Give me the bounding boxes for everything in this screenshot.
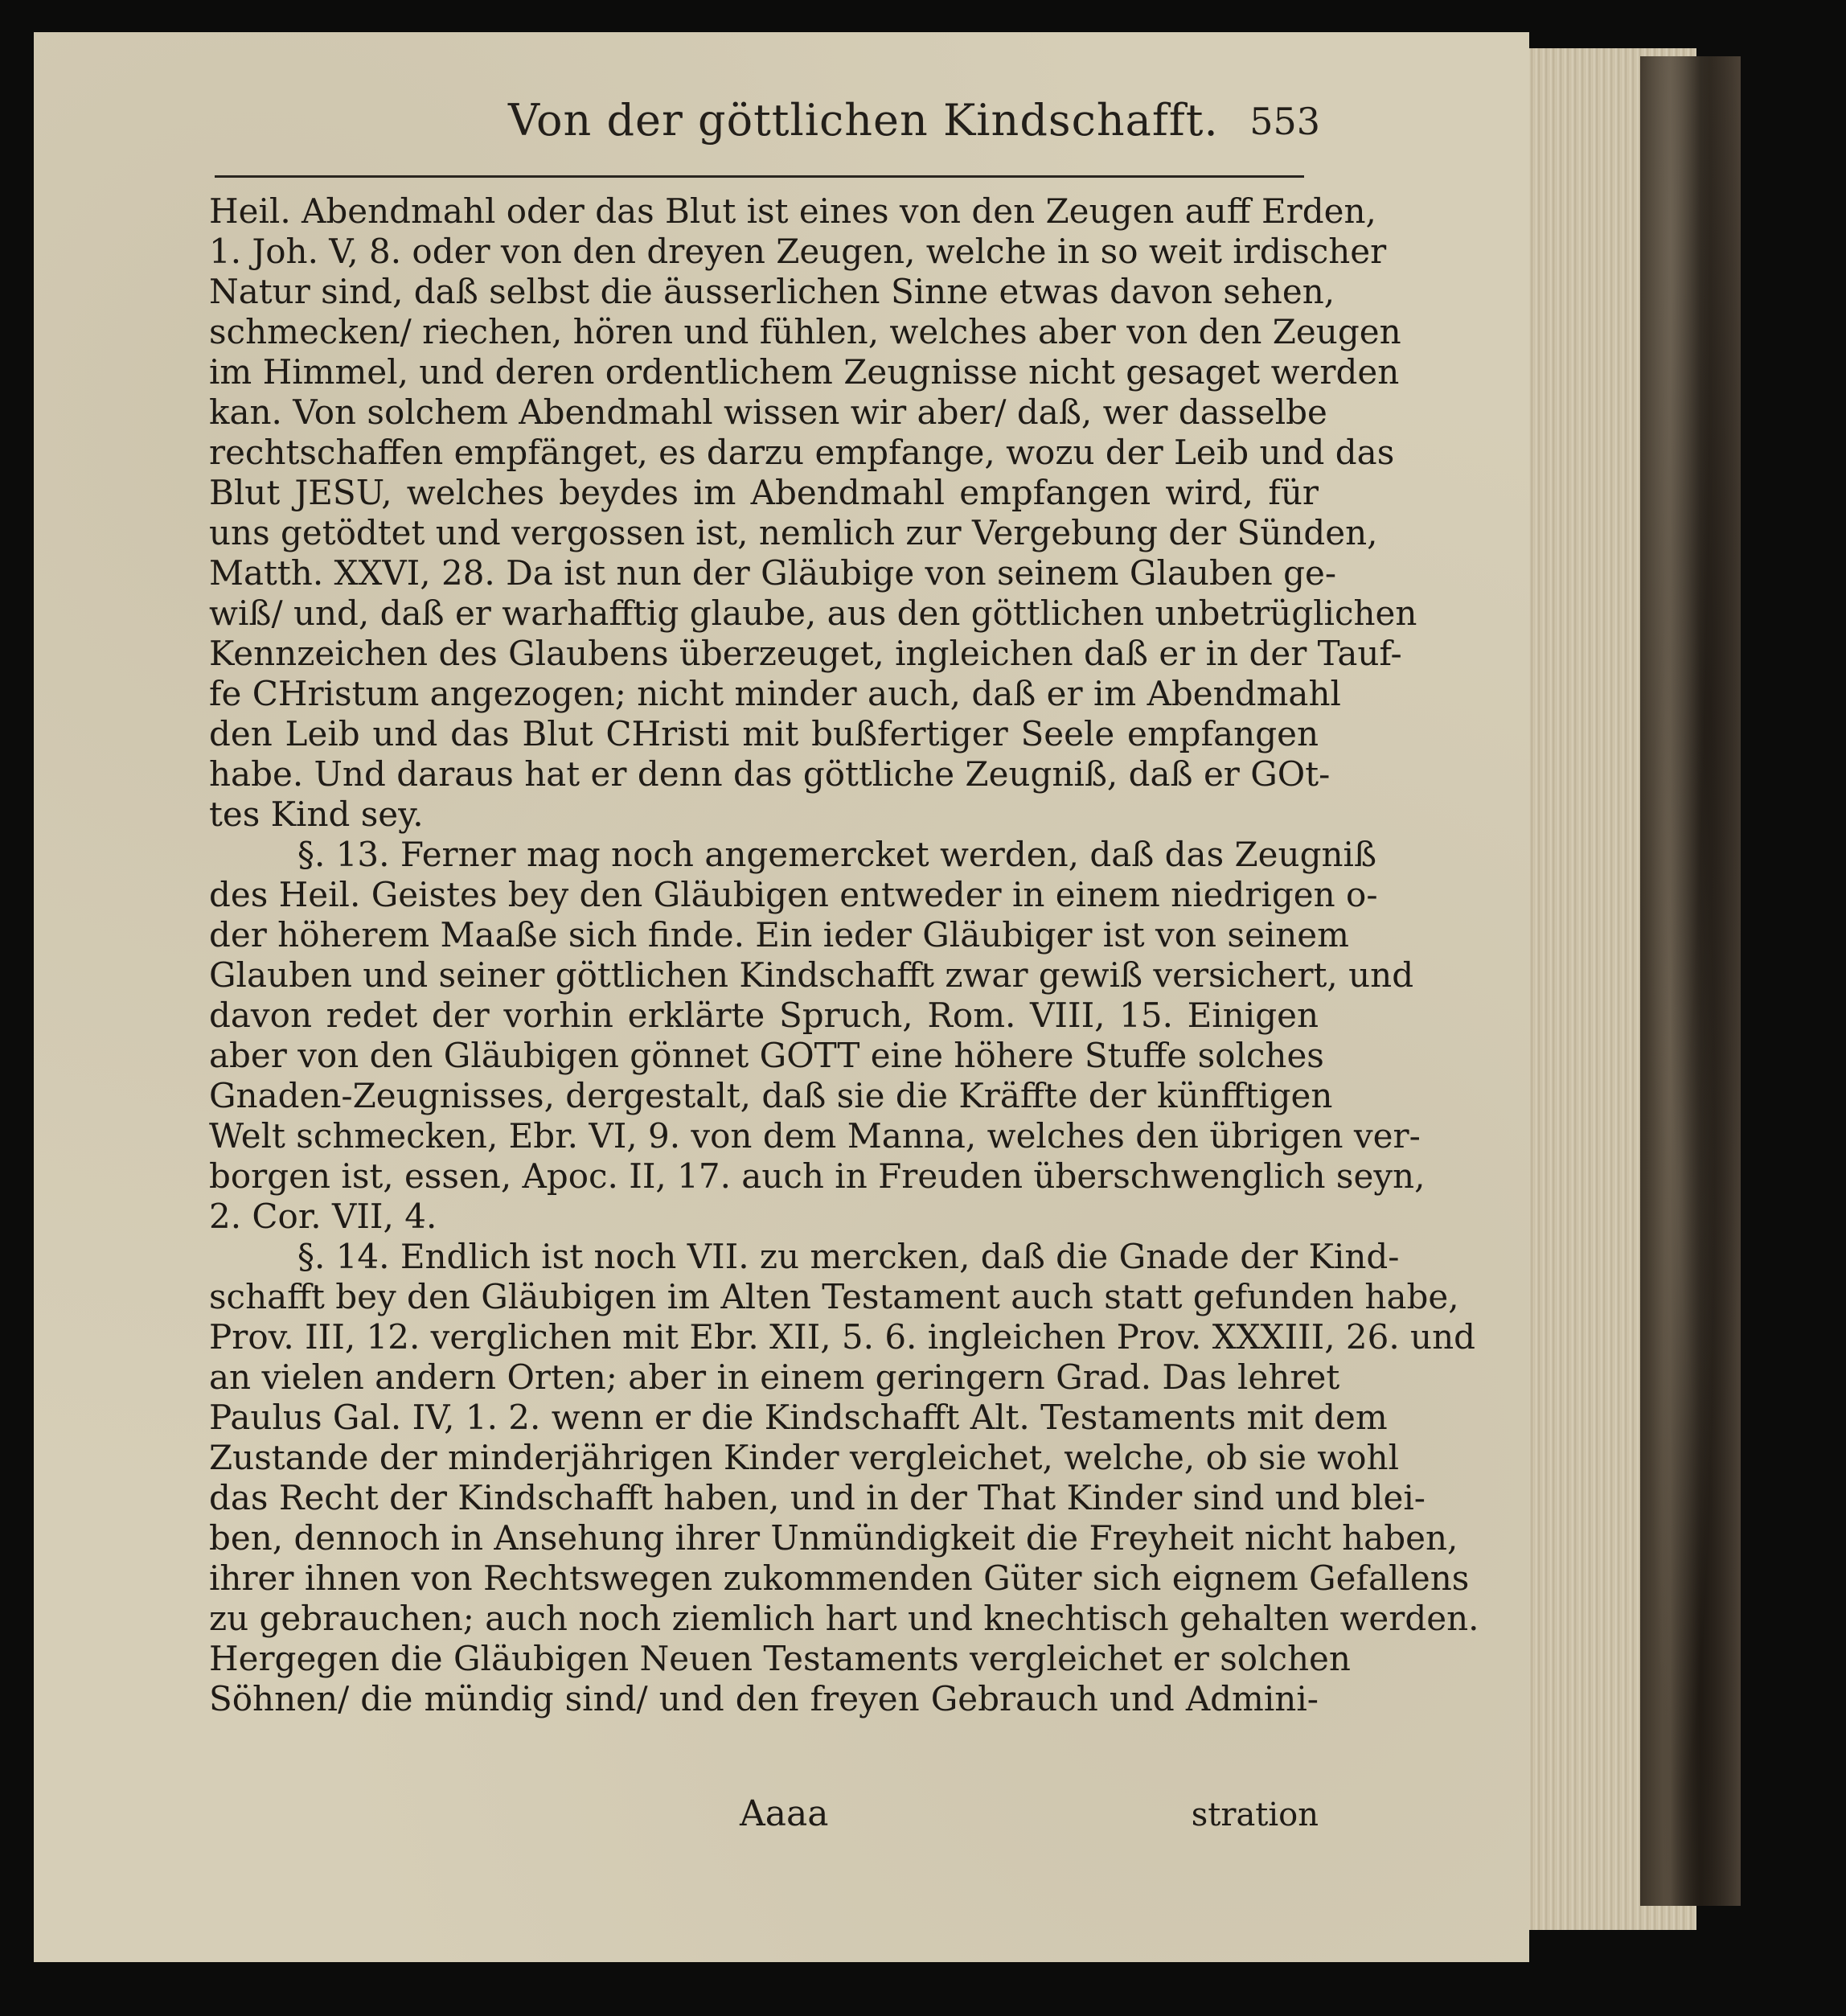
text-line: fe CHristum angezogen; nicht minder auch, daß er im Abendmahl xyxy=(209,674,1341,713)
body-text xyxy=(209,191,1479,1719)
text-line: das Recht der Kindschafft haben, und in der That Kinder sind und blei- xyxy=(209,1478,1426,1517)
text-line: Hergegen die Gläubigen Neuen Testaments vergleichet er solchen xyxy=(209,1639,1351,1678)
text-line: Zustande der minderjährigen Kinder vergleichet, welche, ob sie wohl xyxy=(209,1438,1400,1477)
header-rule xyxy=(215,175,1304,178)
text-line: des Heil. Geistes bey den Gläubigen entweder in einem niedrigen o- xyxy=(209,875,1378,914)
text-line: Söhnen/ die mündig sind/ und den freyen Gebrauch und Admini- xyxy=(209,1679,1319,1718)
text-line: Kennzeichen des Glaubens überzeuget, ingleichen daß er in der Tauf- xyxy=(209,634,1402,673)
text-line: Welt schmecken, Ebr. VI, 9. von dem Manna, welches den übrigen ver- xyxy=(209,1116,1421,1156)
text-line: schafft bey den Gläubigen im Alten Testament auch statt gefunden habe, xyxy=(209,1277,1459,1316)
text-line: 2. Cor. VII, 4. xyxy=(209,1197,437,1236)
text-line: 1. Joh. V, 8. oder von den dreyen Zeugen, welche in so weit irdischer xyxy=(209,232,1387,271)
text-line: Matth. XXVI, 28. Da ist nun der Gläubige von seinem Glauben ge- xyxy=(209,553,1337,593)
text-line: uns getödtet und vergossen ist, nemlich zur Vergebung der Sünden, xyxy=(209,513,1378,552)
text-line: an vielen andern Orten; aber in einem geringern Grad. Das lehret xyxy=(209,1357,1340,1397)
book-cover xyxy=(1640,56,1741,1906)
text-line: Natur sind, daß selbst die äusserlichen Sinne etwas davon sehen, xyxy=(209,272,1335,311)
text-line: Heil. Abendmahl oder das Blut ist eines von den Zeugen auff Erden, xyxy=(209,191,1376,231)
book-page xyxy=(34,32,1529,1962)
text-line: schmecken/ riechen, hören und fühlen, welches aber von den Zeugen xyxy=(209,312,1401,351)
text-line: zu gebrauchen; auch noch ziemlich hart und knechtisch gehalten werden. xyxy=(209,1599,1479,1638)
text-line: ihrer ihnen von Rechtswegen zukommenden Güter sich eignem Gefallens xyxy=(209,1558,1470,1598)
running-title: Von der göttlichen Kindschafft. xyxy=(508,95,1219,146)
text-line: ben, dennoch in Ansehung ihrer Unmündigkeit die Freyheit nicht haben, xyxy=(209,1518,1458,1558)
text-line: Paulus Gal. IV, 1. 2. wenn er die Kindschafft Alt. Testaments mit dem xyxy=(209,1398,1388,1437)
text-line: Glauben und seiner göttlichen Kindschafft zwar gewiß versichert, und xyxy=(209,955,1414,995)
text-line: aber von den Gläubigen gönnet GOTT eine höhere Stuffe solches xyxy=(209,1036,1324,1075)
marbled-cover-pattern xyxy=(1640,56,1741,1906)
page-header xyxy=(468,95,1320,159)
text-line: tes Kind sey. xyxy=(209,794,424,834)
page-footer xyxy=(209,1793,1319,1841)
section-14-start: §. 14. Endlich ist noch VII. zu mercken, daß die Gnade der Kind- xyxy=(297,1237,1400,1276)
catchword: stration xyxy=(1191,1796,1319,1833)
signature-mark: Aaaa xyxy=(740,1793,829,1834)
text-line: den Leib und das Blut CHristi mit bußfertiger Seele empfangen xyxy=(209,714,1319,753)
text-line: Prov. III, 12. verglichen mit Ebr. XII, 5. 6. ingleichen Prov. XXXIII, 26. und xyxy=(209,1317,1476,1357)
text-line: der höherem Maaße sich finde. Ein ieder Gläubiger ist von seinem xyxy=(209,915,1349,955)
text-line: Blut JESU, welches beydes im Abendmahl empfangen wird, für xyxy=(209,473,1319,512)
text-line: habe. Und daraus hat er denn das göttliche Zeugniß, daß er GOt- xyxy=(209,754,1331,794)
text-line: wiß/ und, daß er warhafftig glaube, aus den göttlichen unbetrüglichen xyxy=(209,593,1417,633)
text-line: im Himmel, und deren ordentlichem Zeugnisse nicht gesaget werden xyxy=(209,352,1400,392)
page-number: 553 xyxy=(1249,100,1320,143)
text-line: kan. Von solchem Abendmahl wissen wir aber/ daß, wer dasselbe xyxy=(209,392,1327,432)
text-line: rechtschaffen empfänget, es darzu empfange, wozu der Leib und das xyxy=(209,433,1395,472)
text-line: borgen ist, essen, Apoc. II, 17. auch in Freuden überschwenglich seyn, xyxy=(209,1156,1426,1196)
text-line: davon redet der vorhin erklärte Spruch, Rom. VIII, 15. Einigen xyxy=(209,996,1319,1035)
text-line: Gnaden-Zeugnisses, dergestalt, daß sie die Kräffte der künfftigen xyxy=(209,1076,1333,1115)
section-13-start: §. 13. Ferner mag noch angemercket werden, daß das Zeugniß xyxy=(297,835,1377,874)
